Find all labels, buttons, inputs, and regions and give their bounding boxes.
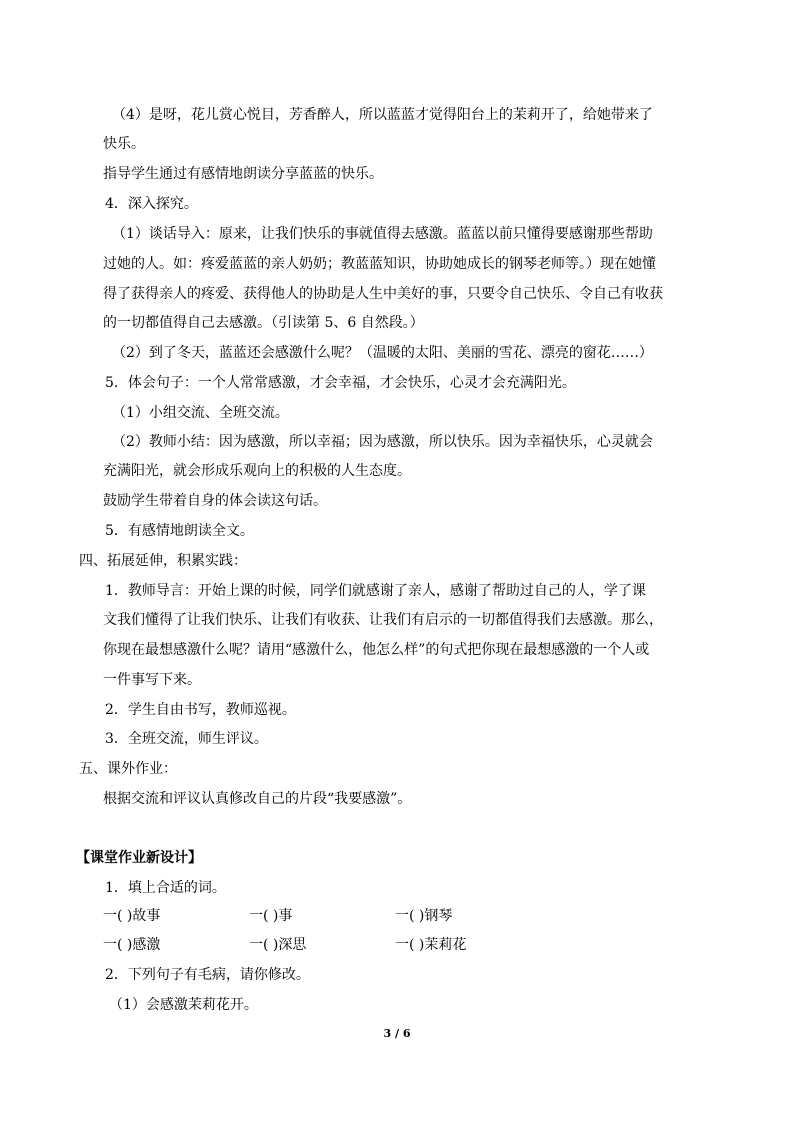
- paragraph-line: 1．教师导言：开始上课的时候，同学们就感谢了亲人，感谢了帮助过自己的人，学了课: [105, 583, 646, 599]
- paragraph-line: （2）教师小结：因为感激，所以幸福；因为感激，所以快乐。因为幸福快乐，心灵就会: [112, 434, 653, 450]
- paragraph-line: 文我们懂得了让我们快乐、让我们有收获、让我们有启示的一切都值得我们去感激。那么，: [103, 612, 663, 628]
- fill-blank-item: 一( )事: [249, 908, 293, 924]
- paragraph-line: 快乐。: [103, 136, 145, 152]
- paragraph-line: 鼓励学生带着自身的体会读这句话。: [103, 493, 327, 509]
- exercise-question: 2．下列句子有毛病，请你修改。: [105, 967, 310, 983]
- paragraph-line: 一件事写下来。: [103, 672, 201, 688]
- fill-blank-item: 一( )感激: [103, 937, 161, 953]
- section-heading: 5．体会句子：一个人常常感激，才会幸福，才会快乐，心灵才会充满阳光。: [105, 375, 576, 391]
- paragraph-line: 根据交流和评议认真修改自己的片段“我要感激”。: [103, 791, 412, 807]
- fill-blank-item: 一( )深思: [249, 937, 307, 953]
- exercise-heading: 【课堂作业新设计】: [76, 850, 202, 866]
- paragraph-line: （2）到了冬天，蓝蓝还会感激什么呢？（温暖的太阳、美丽的雪花、漂亮的窗花……）: [112, 345, 653, 361]
- section-heading: 5．有感情地朗读全文。: [105, 523, 254, 539]
- paragraph-line: （4）是呀，花儿赏心悦目，芳香醉人，所以蓝蓝才觉得阳台上的茉莉开了，给她带来了: [112, 107, 653, 123]
- paragraph-line: 2．学生自由书写，教师巡视。: [105, 702, 296, 718]
- section-heading: 4．深入探究。: [105, 196, 198, 212]
- exercise-question: 1．填上合适的词。: [105, 880, 226, 896]
- paragraph-line: （1）谈话导入：原来，让我们快乐的事就值得去感激。蓝蓝以前只懂得要感谢那些帮助: [112, 226, 653, 242]
- paragraph-line: 过她的人。如：疼爱蓝蓝的亲人奶奶；教蓝蓝知识，协助她成长的钢琴老师等。）现在她懂: [103, 256, 656, 272]
- fill-blank-item: 一( )故事: [103, 908, 161, 924]
- fill-blank-item: 一( )钢琴: [395, 908, 453, 924]
- paragraph-line: 3．全班交流，师生评议。: [105, 731, 268, 747]
- chapter-heading: 五、课外作业：: [79, 761, 177, 777]
- paragraph-line: 充满阳光，就会形成乐观向上的积极的人生态度。: [103, 463, 411, 479]
- chapter-heading: 四、拓展延伸，积累实践：: [79, 553, 247, 569]
- fill-blank-item: 一( )茉莉花: [395, 937, 467, 953]
- page-number: 3 / 6: [383, 1027, 411, 1040]
- exercise-question: （1）会感激茉莉花开。: [109, 997, 258, 1013]
- paragraph-line: 指导学生通过有感情地朗读分享蓝蓝的快乐。: [103, 166, 383, 182]
- paragraph-line: 的一切都值得自己去感激。（引读第 5、6 自然段。）: [103, 315, 424, 331]
- paragraph-line: （1）小组交流、全班交流。: [112, 405, 289, 421]
- paragraph-line: 得了获得亲人的疼爱、获得他人的协助是人生中美好的事，只要令自己快乐、令自己有收获: [103, 286, 663, 302]
- paragraph-line: 你现在最想感激什么呢？请用“感激什么，他怎么样”的句式把你现在最想感激的一个人或: [103, 642, 650, 658]
